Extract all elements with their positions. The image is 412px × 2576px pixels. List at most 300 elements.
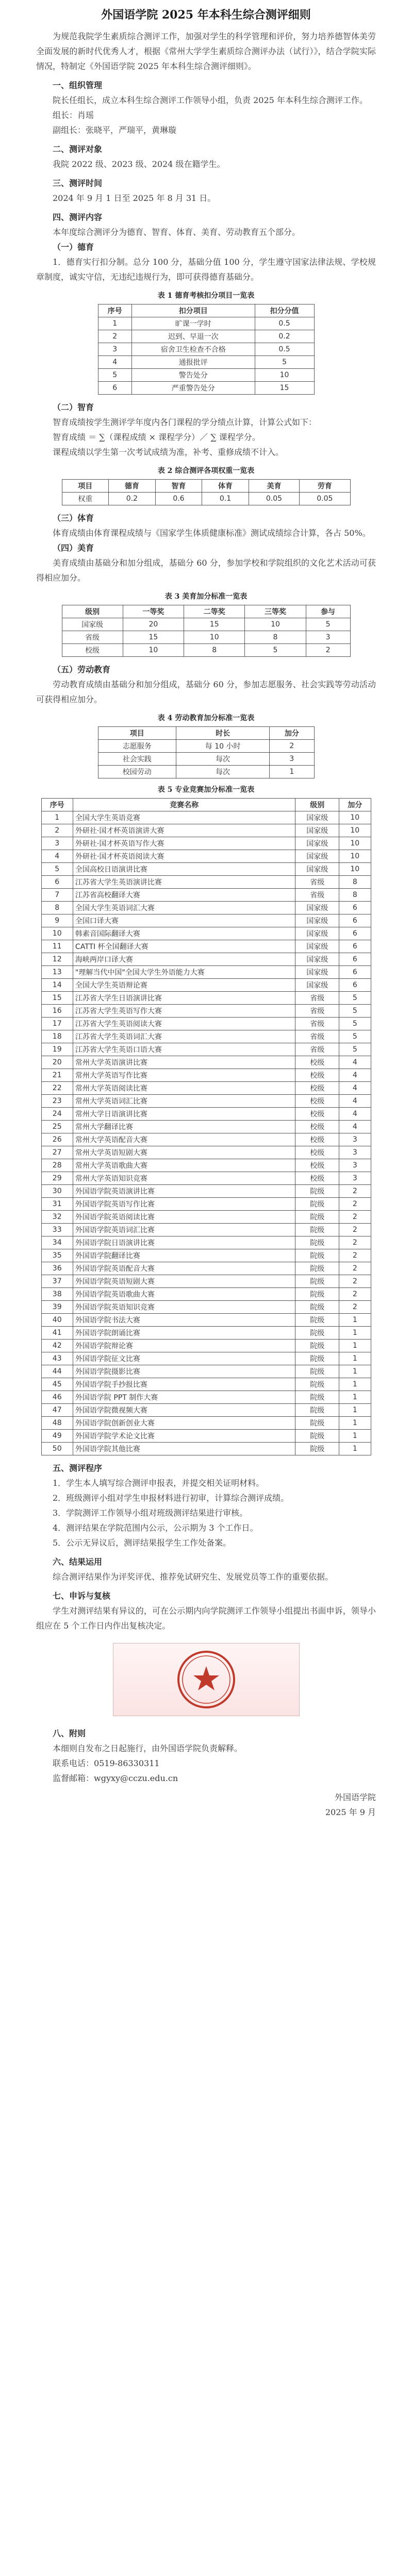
table-cell: 校园劳动 — [98, 766, 176, 778]
table-cell: 2 — [339, 1211, 371, 1224]
table-cell: 常州大学日语演讲比赛 — [73, 1108, 295, 1121]
table-caption: 表 1 德育考核扣分项目一览表 — [157, 292, 255, 300]
table-cell: 省级 — [295, 889, 339, 902]
table-cell: 院级 — [295, 1198, 339, 1211]
table-row — [41, 889, 371, 902]
table-cell: 45 — [41, 1378, 73, 1391]
table-cell: 35 — [41, 1249, 73, 1262]
table-caption: 表 3 美育加分标准一览表 — [164, 592, 248, 601]
table-cell: 院级 — [295, 1224, 339, 1236]
table-cell: 37 — [41, 1275, 73, 1288]
signature-date: 2025 年 9 月 — [325, 1807, 376, 1817]
table-cell: 17 — [41, 1018, 73, 1030]
table-cell: 院级 — [295, 1314, 339, 1327]
table-cell: 常州大学英语阅读比赛 — [73, 1082, 295, 1095]
table-cell: 国家级 — [295, 837, 339, 850]
table-header: 扣分分值 — [255, 304, 314, 317]
table-row — [41, 914, 371, 927]
table-cell: 2 — [339, 1288, 371, 1301]
table-row — [41, 1069, 371, 1082]
table-cell: 0.2 — [255, 330, 314, 343]
table-cell: 1 — [339, 1314, 371, 1327]
paragraph: 院长任组长，成立本科生综合测评工作领导小组，负责 2025 年本科生综合测评工作。 — [53, 95, 368, 105]
paragraph: 体育成绩由体育课程成绩与《国家学生体质健康标准》测试成绩综合计算，各占 50%。 — [53, 528, 371, 538]
table-cell: 13 — [41, 966, 73, 979]
table-cell: 4 — [41, 850, 73, 863]
table-cell: 常州大学英语写作比赛 — [73, 1069, 295, 1082]
table-cell: 3 — [41, 837, 73, 850]
table-cell: 宿舍卫生检查不合格 — [131, 343, 255, 356]
table-cell: 41 — [41, 1327, 73, 1340]
table-cell: 权重 — [62, 493, 109, 505]
paragraph: 副组长：张晓平，严瑞平，黄琳璇 — [53, 125, 177, 135]
table-cell: 43 — [41, 1352, 73, 1365]
section-heading: 二、测评对象 — [53, 144, 103, 154]
section-heading: 一、组织管理 — [53, 80, 103, 90]
table-cell: 2 — [339, 1224, 371, 1236]
table-cell: 院级 — [295, 1275, 339, 1288]
paragraph: 劳动教育成绩由基础分和加分组成，基础分 60 分，参加志愿服务、社会实践等劳动活动可获得相应加分。 — [36, 680, 376, 704]
table-cell: 国家级 — [295, 824, 339, 837]
table-cell: 36 — [41, 1262, 73, 1275]
table-row — [98, 356, 314, 369]
table-row — [41, 811, 371, 824]
table-cell: 院级 — [295, 1185, 339, 1198]
table-cell: 3 — [339, 1172, 371, 1185]
deduction-table — [98, 304, 315, 395]
weight-table — [62, 479, 351, 505]
table-cell: 5 — [339, 1005, 371, 1018]
table-cell: 6 — [339, 979, 371, 992]
table-cell: 院级 — [295, 1430, 339, 1443]
table-cell: 省级 — [295, 1018, 339, 1030]
table-cell: 国家级 — [295, 863, 339, 876]
table-cell: 江苏省大学生英语口语大赛 — [73, 1043, 295, 1056]
subsection-heading: （四）美育 — [53, 543, 94, 553]
table-cell: 10 — [255, 369, 314, 382]
table-cell: 1 — [339, 1430, 371, 1443]
table-cell: 3 — [339, 1133, 371, 1146]
table-cell: 19 — [41, 1043, 73, 1056]
table-cell: 外研社·国才杯英语演讲大赛 — [73, 824, 295, 837]
table-cell: 校级 — [295, 1133, 339, 1146]
table-cell: 警告处分 — [131, 369, 255, 382]
table-cell: 江苏省大学生英语阅读大赛 — [73, 1018, 295, 1030]
seal-card — [113, 1643, 300, 1716]
table-cell: 国家级 — [295, 927, 339, 940]
table-header: 级别 — [295, 799, 339, 811]
table-cell: 严重警告处分 — [131, 382, 255, 395]
table-cell: 10 — [245, 618, 306, 631]
table-cell: 15 — [184, 618, 245, 631]
table-cell: 0.05 — [249, 493, 299, 505]
table-cell: 47 — [41, 1404, 73, 1417]
table-cell: 8 — [184, 644, 245, 657]
table-cell: 10 — [339, 824, 371, 837]
table-cell: 国家级 — [62, 618, 123, 631]
table-cell: 33 — [41, 1224, 73, 1236]
table-cell: 4 — [339, 1069, 371, 1082]
table-cell: 常州大学英语短剧大赛 — [73, 1146, 295, 1159]
labor-table — [98, 726, 315, 778]
table-cell: 23 — [41, 1095, 73, 1108]
table-cell: 4 — [98, 356, 131, 369]
table-cell: 院级 — [295, 1352, 339, 1365]
table-cell: 6 — [339, 940, 371, 953]
table-cell: 0.6 — [155, 493, 202, 505]
table-header: 美育 — [249, 480, 299, 493]
table-cell: 12 — [41, 953, 73, 966]
table-cell: 4 — [339, 1095, 371, 1108]
table-cell: 院级 — [295, 1443, 339, 1455]
table-header: 扣分项目 — [131, 304, 255, 317]
table-cell: 校级 — [295, 1159, 339, 1172]
table-cell: 9 — [41, 914, 73, 927]
table-cell: 0.1 — [202, 493, 249, 505]
table-cell: 校级 — [295, 1095, 339, 1108]
table-cell: 外国语学院学术论文比赛 — [73, 1430, 295, 1443]
table-row — [41, 992, 371, 1005]
paragraph: 本细则自发布之日起施行，由外国语学院负责解释。 — [53, 1743, 243, 1753]
table-cell: 院级 — [295, 1404, 339, 1417]
table-cell: 2 — [339, 1301, 371, 1314]
table-cell: 校级 — [295, 1146, 339, 1159]
table-cell: 0.2 — [109, 493, 156, 505]
table-row — [98, 330, 314, 343]
table-cell: 外国语学院微视频大赛 — [73, 1404, 295, 1417]
table-cell: 3 — [270, 753, 314, 766]
table-row — [41, 1018, 371, 1030]
table-cell: 10 — [184, 631, 245, 644]
table-cell: 26 — [41, 1133, 73, 1146]
table-row — [98, 740, 314, 753]
paragraph: 3．学院测评工作领导小组对班级测评结果进行审核。 — [53, 1508, 248, 1518]
table-cell: 校级 — [295, 1172, 339, 1185]
table-header: 时长 — [176, 727, 270, 740]
table-caption: 表 4 劳动教育加分标准一览表 — [157, 714, 255, 722]
table-cell: 38 — [41, 1288, 73, 1301]
paragraph: 5．公示无异议后，测评结果报学生工作处备案。 — [53, 1538, 232, 1548]
section-heading: 五、测评程序 — [53, 1463, 103, 1473]
table-cell: 4 — [339, 1056, 371, 1069]
table-cell: 外国语学院英语写作比赛 — [73, 1198, 295, 1211]
table-cell: 省级 — [295, 876, 339, 889]
table-cell: 0.5 — [255, 343, 314, 356]
table-cell: 8 — [41, 902, 73, 914]
paragraph: 我院 2022 级、2023 级、2024 级在籍学生。 — [53, 159, 225, 169]
table-cell: 每 10 小时 — [176, 740, 270, 753]
table-row — [41, 1404, 371, 1417]
table-cell: 1 — [339, 1365, 371, 1378]
table-cell: 常州大学英语歌曲大赛 — [73, 1159, 295, 1172]
table-cell: 校级 — [295, 1082, 339, 1095]
table-header: 三等奖 — [245, 605, 306, 618]
paragraph: 智育成绩 ＝ ∑（课程成绩 × 课程学分）／ ∑ 课程学分。 — [53, 432, 260, 442]
table-cell: 27 — [41, 1146, 73, 1159]
table-header: 序号 — [41, 799, 73, 811]
table-cell: 25 — [41, 1121, 73, 1133]
table-row — [41, 1108, 371, 1121]
table-cell: 常州大学翻译比赛 — [73, 1121, 295, 1133]
section-heading: 六、结果运用 — [53, 1557, 103, 1567]
table-cell: 志愿服务 — [98, 740, 176, 753]
table-cell: 15 — [123, 631, 184, 644]
table-cell: 1 — [339, 1443, 371, 1455]
table-cell: 江苏省大学生英语词汇大赛 — [73, 1030, 295, 1043]
table-caption: 表 2 综合测评各项权重一览表 — [157, 467, 255, 475]
table-cell: 1 — [339, 1327, 371, 1340]
table-cell: 11 — [41, 940, 73, 953]
table-cell: 6 — [339, 953, 371, 966]
paragraph: 2．班级测评小组对学生申报材料进行初审，计算综合测评成绩。 — [53, 1493, 289, 1503]
table-cell: 国家级 — [295, 940, 339, 953]
table-cell: 2 — [270, 740, 314, 753]
table-row — [62, 493, 350, 505]
table-cell: 40 — [41, 1314, 73, 1327]
table-row — [41, 1172, 371, 1185]
table-cell: 29 — [41, 1172, 73, 1185]
table-header: 参与 — [306, 605, 350, 618]
table-row — [41, 902, 371, 914]
table-cell: 外国语学院英语词汇比赛 — [73, 1224, 295, 1236]
table-cell: 校级 — [295, 1056, 339, 1069]
table-cell: 1 — [98, 317, 131, 330]
table-header: 项目 — [62, 480, 109, 493]
table-cell: 外国语学院其他比赛 — [73, 1443, 295, 1455]
table-row — [41, 1236, 371, 1249]
table-cell: 5 — [339, 1043, 371, 1056]
table-row — [41, 1262, 371, 1275]
table-row — [41, 1133, 371, 1146]
table-cell: 省级 — [295, 1043, 339, 1056]
table-row — [41, 1211, 371, 1224]
table-row — [62, 644, 350, 657]
table-cell: 院级 — [295, 1391, 339, 1404]
table-cell: 外国语学院日语演讲比赛 — [73, 1236, 295, 1249]
table-cell: 外国语学院英语歌曲大赛 — [73, 1288, 295, 1301]
table-cell: 28 — [41, 1159, 73, 1172]
table-cell: 0.05 — [300, 493, 350, 505]
table-cell: 4 — [339, 1121, 371, 1133]
paragraph: 2024 年 9 月 1 日至 2025 年 8 月 31 日。 — [53, 193, 216, 203]
table-row — [41, 1056, 371, 1069]
competition-table — [41, 798, 371, 1455]
table-cell: 全国大学生英语词汇大赛 — [73, 902, 295, 914]
table-cell: 16 — [41, 1005, 73, 1018]
table-cell: 院级 — [295, 1211, 339, 1224]
table-cell: 每次 — [176, 753, 270, 766]
table-cell: 10 — [41, 927, 73, 940]
table-row — [41, 850, 371, 863]
table-cell: 常州大学英语词汇比赛 — [73, 1095, 295, 1108]
table-row — [41, 1146, 371, 1159]
table-header: 项目 — [98, 727, 176, 740]
contact-phone: 联系电话：0519-86330311 — [53, 1758, 160, 1768]
table-cell: 8 — [245, 631, 306, 644]
table-cell: 42 — [41, 1340, 73, 1352]
paragraph: 智育成绩按学生测评学年度内各门课程的学分绩点计算，计算公式如下： — [53, 417, 317, 427]
table-row — [41, 927, 371, 940]
table-row — [41, 1301, 371, 1314]
table-cell: 1 — [270, 766, 314, 778]
table-row — [41, 1327, 371, 1340]
paragraph: 4．测评结果在学院范围内公示，公示期为 3 个工作日。 — [53, 1523, 258, 1533]
table-cell: 常州大学英语知识竞赛 — [73, 1172, 295, 1185]
table-header: 二等奖 — [184, 605, 245, 618]
table-cell: 8 — [339, 889, 371, 902]
table-header: 加分 — [339, 799, 371, 811]
table-header: 智育 — [155, 480, 202, 493]
table-cell: 6 — [339, 914, 371, 927]
table-cell: 国家级 — [295, 914, 339, 927]
table-cell: 6 — [339, 927, 371, 940]
table-cell: 3 — [98, 343, 131, 356]
section-heading: 四、测评内容 — [53, 212, 103, 222]
paragraph: 1．德育实行扣分制。总分 100 分，基础分值 100 分，学生遵守国家法律法规、学校规章制度，诚实守信，无违纪违规行为，即可获得德育基础分。 — [36, 257, 376, 282]
table-cell: 1 — [339, 1417, 371, 1430]
table-row — [41, 1352, 371, 1365]
table-cell: 省级 — [295, 1005, 339, 1018]
table-cell: 社会实践 — [98, 753, 176, 766]
table-cell: 4 — [339, 1082, 371, 1095]
aesthetic-table — [62, 605, 351, 657]
table-row — [41, 1043, 371, 1056]
table-row — [41, 1121, 371, 1133]
table-row — [41, 1430, 371, 1443]
table-cell: 5 — [41, 863, 73, 876]
table-cell: 全国大学生英语辩论赛 — [73, 979, 295, 992]
table-cell: 每次 — [176, 766, 270, 778]
table-cell: 外研社·国才杯英语阅读大赛 — [73, 850, 295, 863]
table-cell: 外国语学院英语知识竞赛 — [73, 1301, 295, 1314]
table-cell: 24 — [41, 1108, 73, 1121]
table-row — [41, 824, 371, 837]
table-cell: 2 — [339, 1249, 371, 1262]
table-cell: 校级 — [62, 644, 123, 657]
page-title: 外国语学院 2025 年本科生综合测评细则 — [101, 8, 311, 22]
table-cell: 省级 — [295, 1030, 339, 1043]
table-cell: 50 — [41, 1443, 73, 1455]
table-cell: 1 — [339, 1391, 371, 1404]
table-header: 序号 — [98, 304, 131, 317]
table-row — [41, 1249, 371, 1262]
table-row — [41, 940, 371, 953]
table-row — [41, 979, 371, 992]
table-header: 德育 — [109, 480, 156, 493]
table-row — [41, 1185, 371, 1198]
table-cell: 外国语学院书法大赛 — [73, 1314, 295, 1327]
table-caption: 表 5 专业竞赛加分标准一览表 — [157, 786, 255, 794]
table-cell: 1 — [339, 1378, 371, 1391]
table-cell: 2 — [306, 644, 350, 657]
table-cell: 20 — [123, 618, 184, 631]
table-row — [41, 1159, 371, 1172]
paragraph: 学生对测评结果有异议的，可在公示期内向学院测评工作领导小组提出书面申诉，领导小组应在 5 个工作日内作出复核决定。 — [36, 1606, 376, 1631]
table-cell: 6 — [339, 902, 371, 914]
table-cell: 2 — [339, 1262, 371, 1275]
table-cell: 国家级 — [295, 966, 339, 979]
table-cell: 1 — [339, 1340, 371, 1352]
table-cell: 2 — [98, 330, 131, 343]
table-row — [41, 1005, 371, 1018]
table-header: 劳育 — [300, 480, 350, 493]
table-row — [41, 1314, 371, 1327]
paragraph: 综合测评结果作为评奖评优、推荐免试研究生、发展党员等工作的重要依据。 — [53, 1572, 334, 1582]
table-cell: 国家级 — [295, 953, 339, 966]
table-cell: 外国语学院翻译比赛 — [73, 1249, 295, 1262]
table-cell: 6 — [339, 966, 371, 979]
table-row — [98, 753, 314, 766]
table-cell: 国家级 — [295, 850, 339, 863]
table-cell: 32 — [41, 1211, 73, 1224]
table-cell: CATTI 杯全国翻译大赛 — [73, 940, 295, 953]
table-cell: 2 — [339, 1185, 371, 1198]
section-heading: 八、附则 — [53, 1728, 86, 1738]
table-cell: 5 — [339, 992, 371, 1005]
table-cell: 46 — [41, 1391, 73, 1404]
table-cell: 院级 — [295, 1378, 339, 1391]
table-cell: 5 — [98, 369, 131, 382]
table-cell: 外国语学院英语阅读比赛 — [73, 1211, 295, 1224]
table-cell: 2 — [339, 1275, 371, 1288]
table-cell: 通报批评 — [131, 356, 255, 369]
table-row — [41, 1391, 371, 1404]
table-cell: 6 — [41, 876, 73, 889]
table-cell: 2 — [339, 1236, 371, 1249]
table-cell: 10 — [339, 837, 371, 850]
table-cell: 省级 — [295, 992, 339, 1005]
table-cell: 韩素音国际翻译大赛 — [73, 927, 295, 940]
table-cell: 外国语学院征文比赛 — [73, 1352, 295, 1365]
table-cell: 外国语学院 PPT 制作大赛 — [73, 1391, 295, 1404]
table-cell: 院级 — [295, 1236, 339, 1249]
seal-banner — [36, 1643, 376, 1716]
table-row — [41, 1365, 371, 1378]
table-cell: 院级 — [295, 1262, 339, 1275]
table-cell: 外研社·国才杯英语写作大赛 — [73, 837, 295, 850]
signature-org: 外国语学院 — [334, 1792, 376, 1802]
table-cell: 国家级 — [295, 979, 339, 992]
table-cell: 14 — [41, 979, 73, 992]
table-cell: 全国大学生英语竞赛 — [73, 811, 295, 824]
table-cell: 江苏省大学生英语演讲比赛 — [73, 876, 295, 889]
table-row — [62, 618, 350, 631]
table-cell: 海峡两岸口译大赛 — [73, 953, 295, 966]
table-cell: 5 — [339, 1018, 371, 1030]
subsection-heading: （二）智育 — [53, 402, 94, 412]
table-cell: 院级 — [295, 1365, 339, 1378]
table-header: 加分 — [270, 727, 314, 740]
table-cell: 外国语学院摄影比赛 — [73, 1365, 295, 1378]
table-row — [41, 1288, 371, 1301]
table-cell: 江苏省高校翻译大赛 — [73, 889, 295, 902]
paragraph: 课程成绩以学生第一次考试成绩为准，补考、重修成绩不计入。 — [53, 447, 284, 457]
table-cell: 5 — [245, 644, 306, 657]
table-cell: 15 — [41, 992, 73, 1005]
table-cell: 3 — [339, 1159, 371, 1172]
table-cell: 1 — [339, 1404, 371, 1417]
table-cell: 1 — [339, 1352, 371, 1365]
table-cell: 常州大学英语配音大赛 — [73, 1133, 295, 1146]
table-cell: "理解当代中国"全国大学生外语能力大赛 — [73, 966, 295, 979]
table-header: 竞赛名称 — [73, 799, 295, 811]
table-row — [98, 382, 314, 395]
table-cell: 5 — [339, 1030, 371, 1043]
table-row — [41, 953, 371, 966]
table-cell: 3 — [339, 1146, 371, 1159]
table-cell: 31 — [41, 1198, 73, 1211]
table-cell: 34 — [41, 1236, 73, 1249]
